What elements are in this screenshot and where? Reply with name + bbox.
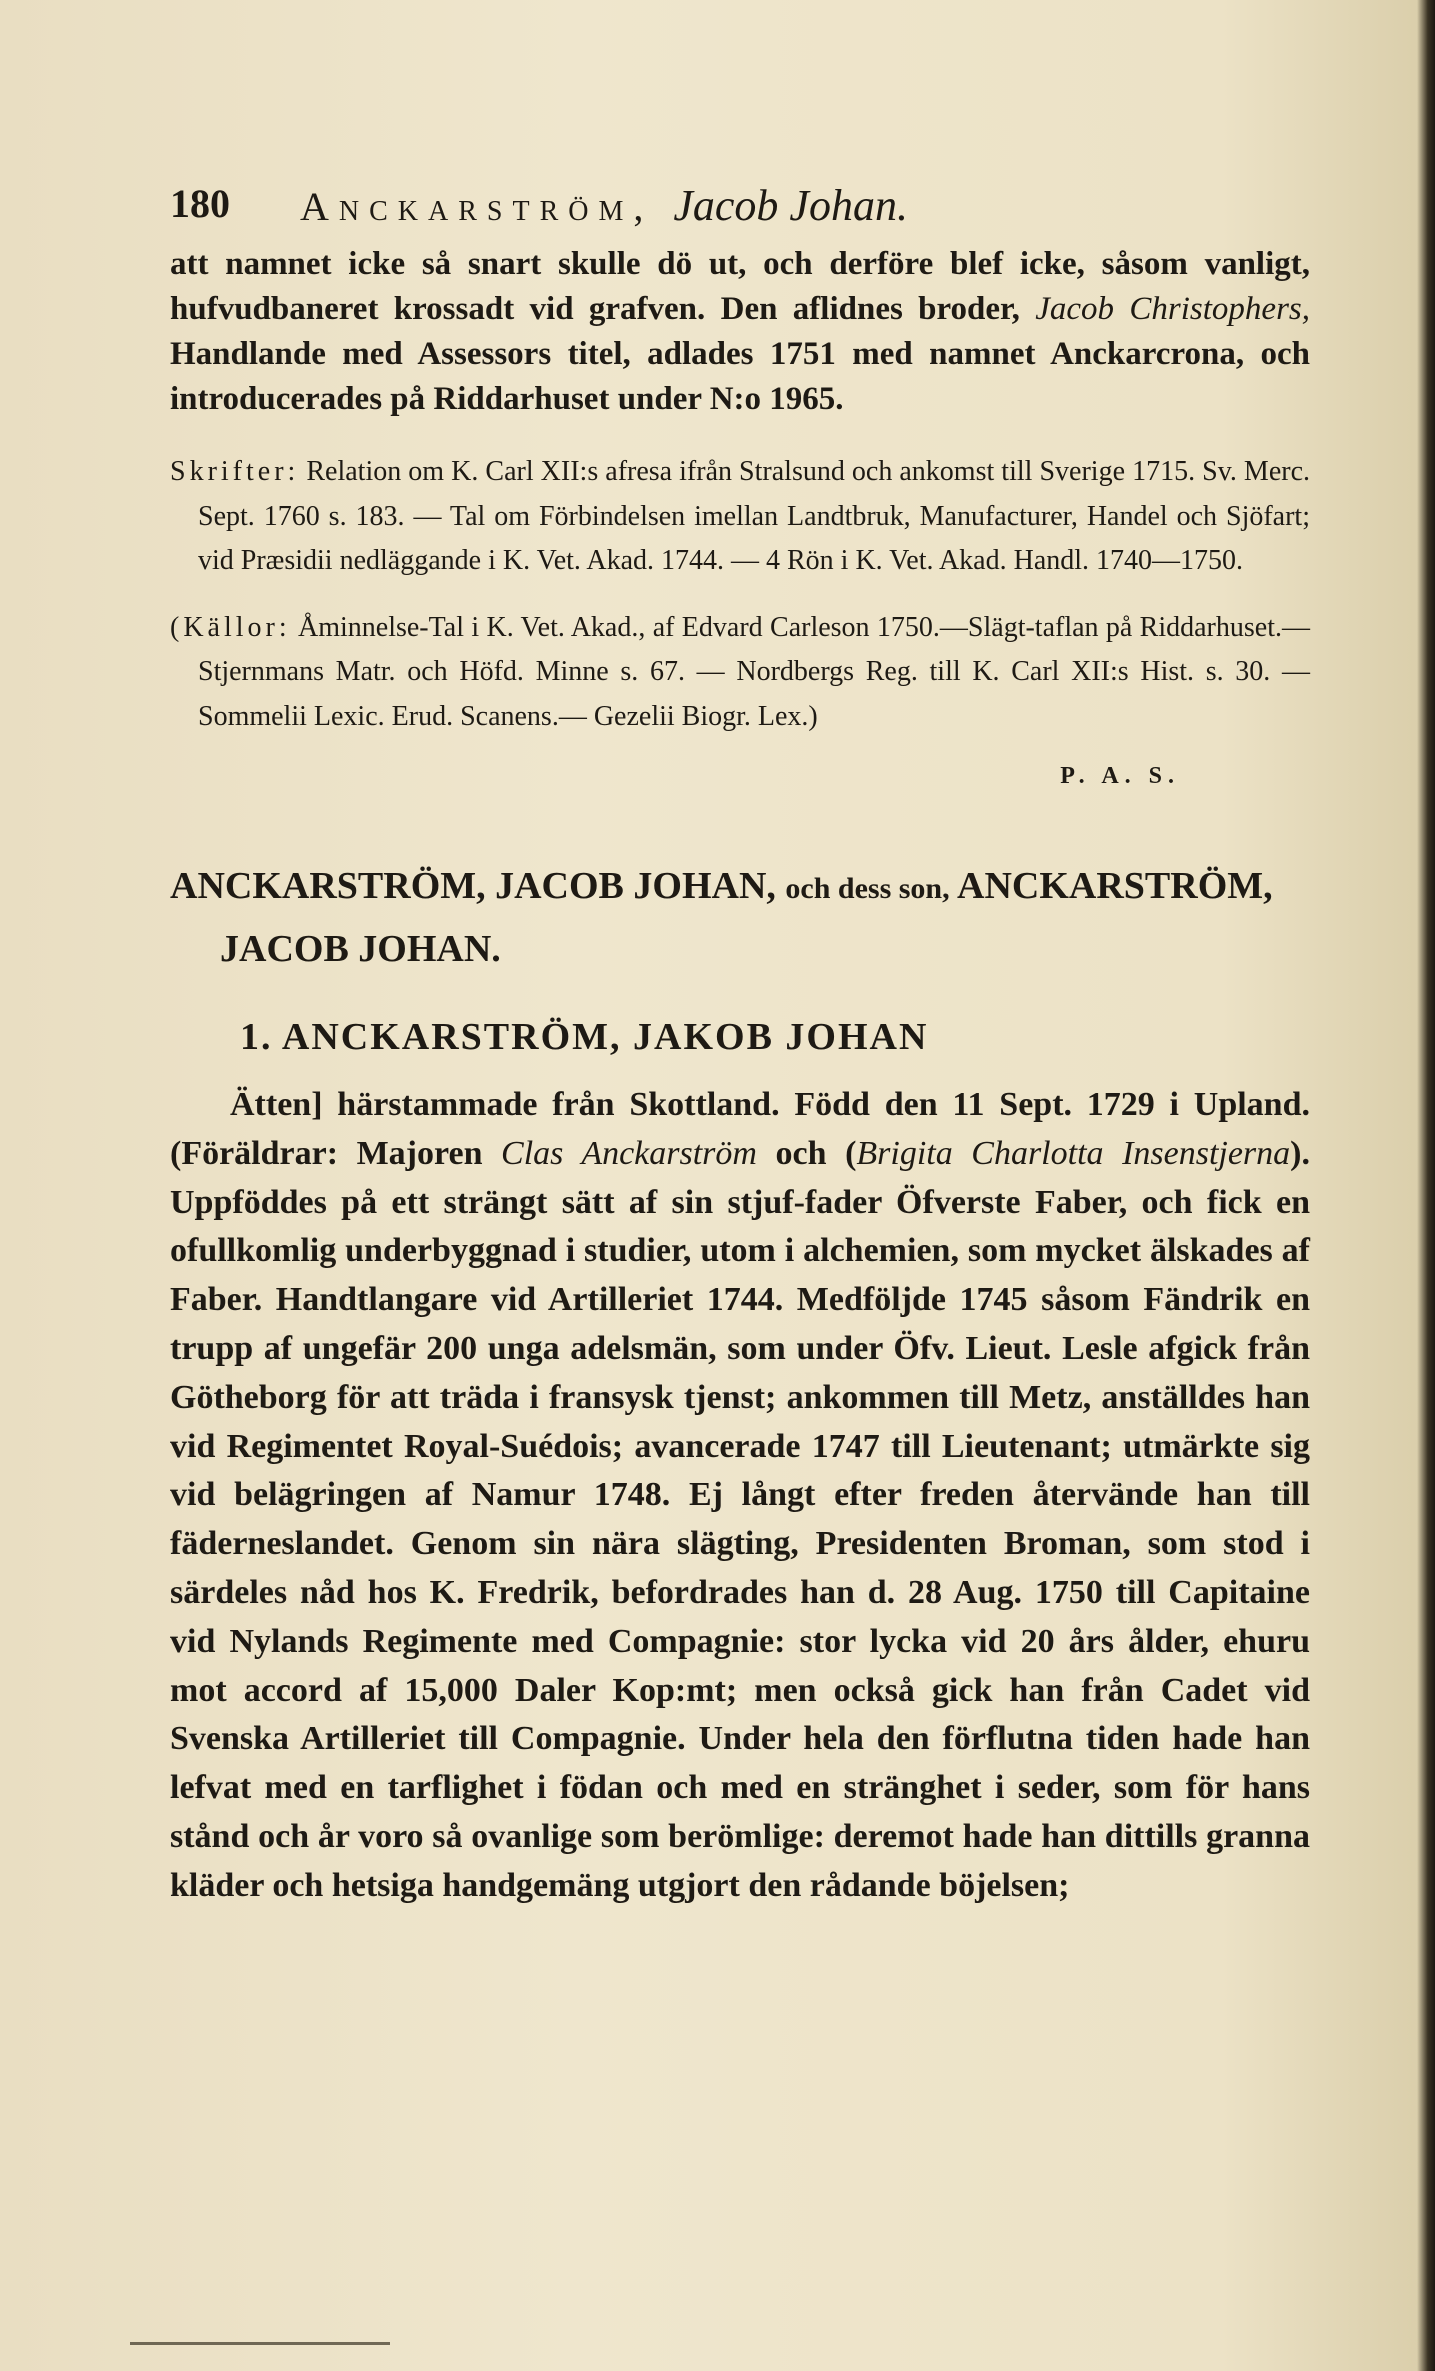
signature: P. A. S.	[1060, 763, 1180, 789]
prev-entry-name: Jacob Christophers,	[1035, 291, 1311, 327]
skrifter-paragraph	[170, 450, 1310, 584]
prev-entry-text: att namnet icke så snart skulle dö ut, och derföre blef icke, såsom vanligt, hufvudbaneret krossadt vid grafven. Den aflidnes broder,	[170, 246, 1310, 327]
page-edge-shadow	[1417, 0, 1435, 2371]
heading-conj: och dess son,	[785, 872, 950, 905]
entry-body: Ätten] härstammade från Skottland. Född den 11 Sept. 1729 i Upland. (Föräldrar: Majoren Clas Anckarström och (Brigita Charlotta Insenstjerna). Uppföddes på ett strängt sätt af sin stjuf-fader Öfverste Faber, och fick en ofullkomlig underbyggnad i studier, utom i alchemien, som mycket älskades af Faber. Handtlangare vid Artilleriet 1744. Medföljde 1745 såsom Fändrik en trupp af ungefär 200 unga adelsmän, som under Öfv. Lieut. Lesle afgick från Götheborg för att träda i fransysk tjenst; ankommen till Metz, anställdes han vid Regimentet Royal-Suédois; avancerade 1747 till Lieutenant; utmärkte sig vid belägringen af Namur 1748. Ej långt efter freden återvände han till fäderneslandet. Genom sin nära slägting, Presidenten Broman, som stod i särdeles nåd hos K. Fredrik, befordrades han d. 28 Aug. 1750 till Capitaine vid Nylands Regimente med Compagnie: stor lycka vid 20 års ålder, ehuru mot accord af 15,000 Daler Kop:mt; men också gick han från Cadet vid Svenska Artilleriet till Compagnie. Under hela den förflutna tiden hade han lefvat med en tarflighet i födan och med en stränghet i seder, som för hans stånd och år voro så ovanlige som berömlige: deremot hade han dittills granna kläder och hetsiga handgemäng utgjort den rådande böjelsen;	[170, 1086, 1310, 1904]
body-text-2: och	[775, 1134, 827, 1172]
running-name: Anckarström,	[300, 184, 654, 229]
skrifter-label: Skrifter:	[170, 456, 300, 487]
body-text-3: ). Uppföddes på ett strängt sätt af sin stjuf-fader Öfverste Faber, och fick en ofullkomlig underbyggnad i studier, utom i alchemien, som mycket älskades af Faber. Handtlangare vid Artilleriet 1744. Medföljde 1745 såsom Fändrik en trupp af ungefär 200 unga adelsmän, som under Öfv. Lieut. Lesle afgick från Götheborg för att träda i fransysk tjenst; ankommen till Metz, anställdes han vid Regimentet Royal-Suédois; avancerade 1747 till Lieutenant; utmärkte sig vid belägringen af Namur 1748. Ej långt efter freden återvände han till fäderneslandet. Genom sin nära slägting, Presidenten Broman, som stod i särdeles nåd hos K. Fredrik, befordrades han d. 28 Aug. 1750 till Capitaine vid Nylands Regimente med Compagnie: stor lycka vid 20 års ålder, ehuru mot accord af 15,000 Daler Kop:mt; men också gick han från Cadet vid Svenska Artilleriet till Compagnie. Under hela den förflutna tiden hade han lefvat med en tarflighet i födan och med en stränghet i seder, som för hans stånd och år voro så ovanlige som berömlige: deremot hade han dittills granna kläder och hetsiga handgemäng utgjort den rådande böjelsen;	[170, 1134, 1310, 1904]
body-text-1: Ätten] härstammade från Skottland. Född den 11 Sept. 1729 i Upland. (Föräldrar: Majoren	[170, 1086, 1310, 1172]
prev-entry-paragraph	[170, 242, 1310, 422]
heading-name-2: ANCKARSTRÖM, JACOB JOHAN.	[220, 865, 1273, 970]
body-name-1: Clas Anckarström	[501, 1134, 757, 1172]
kallor-text: Åminnelse-Tal i K. Vet. Akad., af Edvard Carleson 1750.—Slägt-taflan på Riddarhuset.—Stjernmans Matr. och Höfd. Minne s. 67. — Nordbergs Reg. till K. Carl XII:s Hist. s. 30. — Sommelii Lexic. Erud. Scanens.— Gezelii Biogr. Lex.)	[198, 611, 1310, 732]
prev-entry-text-rest: Handlande med Assessors titel, adlades 1751 med namnet Anckarcrona, och introducerades på Riddarhuset under N:o 1965.	[170, 336, 1310, 417]
kallor-label: (Källor:	[170, 611, 291, 643]
running-header	[170, 180, 1310, 240]
page-number: 180	[170, 181, 230, 226]
entry-subheading: 1. ANCKARSTRÖM, JAKOB JOHAN	[240, 1016, 929, 1058]
body-name-2: Brigita Charlotta Insenstjerna	[856, 1134, 1291, 1172]
kallor-paragraph	[170, 606, 1310, 740]
bottom-rule	[130, 2342, 390, 2345]
skrifter-text: Relation om K. Carl XII:s afresa ifrån Stralsund och ankomst till Sverige 1715. Sv. Merc. Sept. 1760 s. 183. — Tal om Förbindelsen imellan Landtbruk, Manufacturer, Handel och Sjöfart; vid Præsidii nedläggande i K. Vet. Akad. 1744. — 4 Rön i K. Vet. Akad. Handl. 1740—1750.	[198, 456, 1311, 576]
entry-heading	[170, 856, 1310, 979]
running-given: Jacob Johan.	[673, 181, 908, 230]
running-title	[300, 180, 908, 231]
book-page	[170, 180, 1310, 1911]
heading-name: ANCKARSTRÖM, JACOB JOHAN,	[170, 865, 776, 907]
